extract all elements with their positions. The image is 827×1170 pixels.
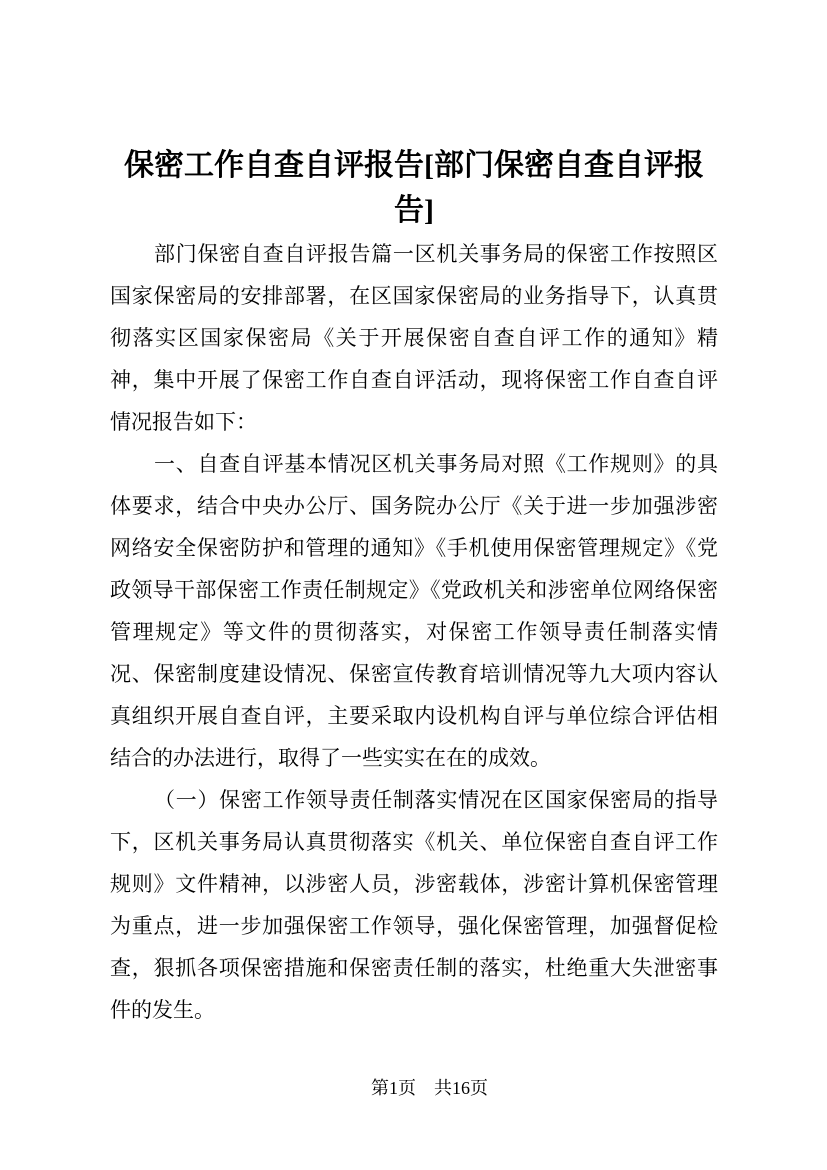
body-paragraph-1: 部门保密自查自评报告篇一区机关事务局的保密工作按照区国家保密局的安排部署，在区国家保密局的业务指导下，认真贯彻落实区国家保密局《关于开展保密自查自评工作的通知》精神，集中开展了保密工作自查自评活动，现将保密工作自查自评情况报告如下： [110,242,718,434]
body-paragraph-3: （一）保密工作领导责任制落实情况在区国家保密局的指导下，区机关事务局认真贯彻落实《机关、单位保密自查自评工作规则》文件精神，以涉密人员，涉密载体，涉密计算机保密管理为重点，进一步加强保密工作领导，强化保密管理，加强督促检查，狠抓各项保密措施和保密责任制的落实，杜绝重大失泄密事件的发生。 [110,788,718,1022]
document-title: 保密工作自查自评报告[部门保密自查自评报告] [124,149,704,227]
body-paragraph-2: 一、自查自评基本情况区机关事务局对照《工作规则》的具体要求，结合中央办公厅、国务院办公厅《关于进一步加强涉密网络安全保密防护和管理的通知》《手机使用保密管理规定》《党政领导干部保密工作责任制规定》《党政机关和涉密单位网络保密管理规定》等文件的贯彻落实，对保密工作领导责任制落实情况、保密制度建设情况、保密宣传教育培训情况等九大项内容认真组织开展自查自评，主要采取内设机构自评与单位综合评估相结合的办法进行，取得了一些实实在在的成效。 [110,452,718,770]
document-content [110,0,718,1031]
page-number-indicator: 第1页 共16页 [371,1078,488,1098]
